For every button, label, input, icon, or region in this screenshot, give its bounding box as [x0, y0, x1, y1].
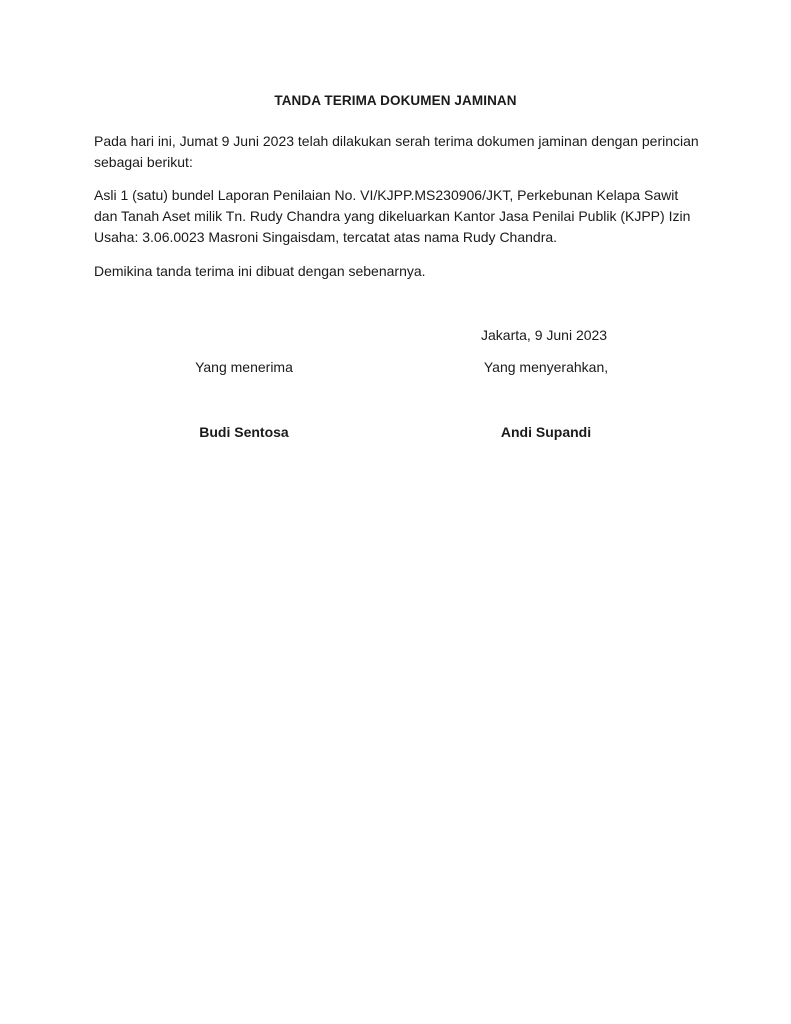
closing-paragraph: Demikina tanda terima ini dibuat dengan sebenarnya. [94, 263, 426, 279]
document-title: TANDA TERIMA DOKUMEN JAMINAN [274, 93, 517, 108]
place-date: Jakarta, 9 Juni 2023 [481, 327, 608, 343]
giver-name: Andi Supandi [500, 424, 592, 440]
document-details-paragraph: Asli 1 (satu) bundel Laporan Penilaian No. VI/KJPP.MS230906/JKT, Perkebunan Kelapa Sawit dan Tanah Aset milik Tn. Rudy Chandra yang dikeluarkan Kantor Jasa Penilai Publik (KJPP) Izin Usaha: 3.06.0023 Masroni Singaisdam, tercatat atas nama Rudy Chandra. [94, 187, 691, 245]
receiver-label: Yang menerima [195, 359, 293, 375]
giver-label: Yang menyerahkan, [483, 359, 609, 375]
opening-paragraph: Pada hari ini, Jumat 9 Juni 2023 telah dilakukan serah terima dokumen jaminan dengan perincian sebagai berikut: [94, 133, 699, 170]
receiver-name: Budi Sentosa [199, 424, 289, 440]
